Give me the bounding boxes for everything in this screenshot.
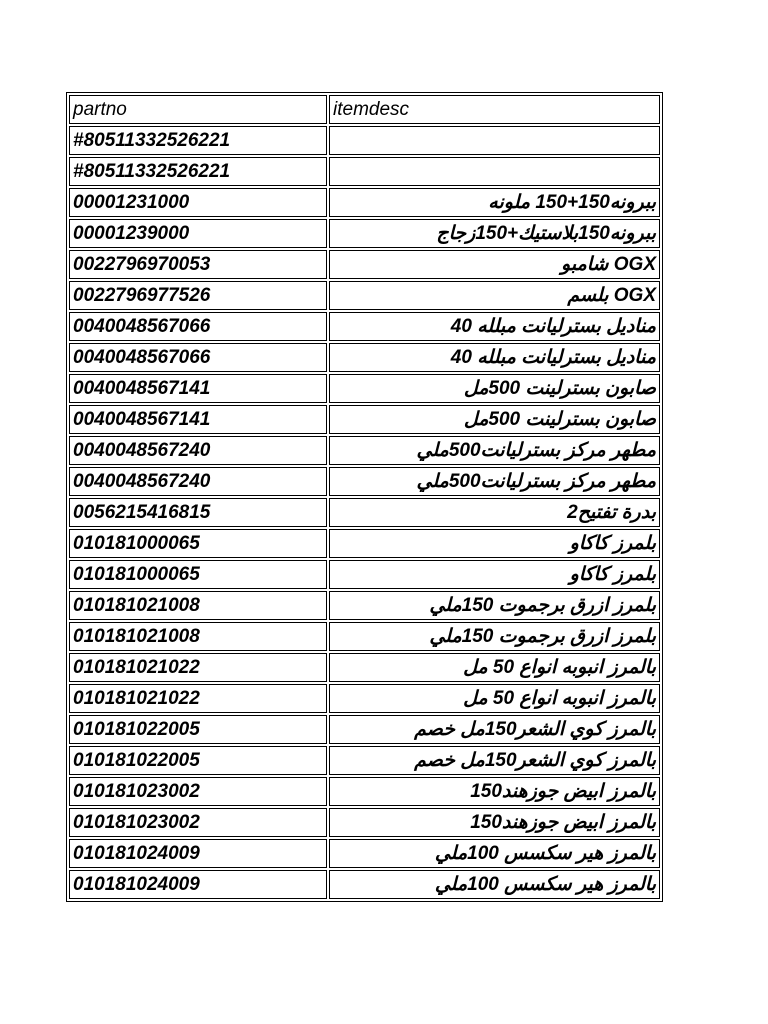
partno-cell[interactable]: 010181023002 [69,808,327,837]
itemdesc-cell[interactable]: مطهر مركز بسترليانت500ملي [329,436,660,465]
partno-cell[interactable]: 010181022005 [69,715,327,744]
partno-cell[interactable]: 010181023002 [69,777,327,806]
partno-cell[interactable]: 010181024009 [69,870,327,899]
itemdesc-cell[interactable]: بالمرز هير سكسس 100ملي [329,839,660,868]
itemdesc-cell[interactable]: مطهر مركز بسترليانت500ملي [329,467,660,496]
table-row [69,188,660,217]
partno-cell[interactable]: #80511332526221 [69,157,327,186]
itemdesc-cell[interactable]: بالمرز كوي الشعر150مل خصم [329,746,660,775]
table-row [69,777,660,806]
partno-cell[interactable]: 010181022005 [69,746,327,775]
table-row [69,715,660,744]
partno-cell[interactable]: 010181000065 [69,529,327,558]
itemdesc-cell[interactable]: ببرونه150بلاستيك+150زجاج [329,219,660,248]
partno-cell[interactable]: 010181000065 [69,560,327,589]
itemdesc-cell[interactable]: OGX شامبو [329,250,660,279]
itemdesc-cell[interactable] [329,126,660,155]
partno-cell[interactable]: 0040048567240 [69,436,327,465]
itemdesc-cell[interactable]: مناديل بسترليانت مبلله 40 [329,312,660,341]
partno-cell[interactable]: 010181024009 [69,839,327,868]
partno-cell[interactable]: 0040048567141 [69,405,327,434]
partno-cell[interactable]: 0022796977526 [69,281,327,310]
table-row [69,529,660,558]
table-row [69,684,660,713]
itemdesc-cell[interactable]: صابون بسترلينت 500مل [329,405,660,434]
table-row [69,560,660,589]
itemdesc-cell[interactable]: بلمرز كاكاو [329,529,660,558]
itemdesc-cell[interactable]: بدرة تفتيح2 [329,498,660,527]
partno-cell[interactable]: 0056215416815 [69,498,327,527]
table-row [69,374,660,403]
partno-cell[interactable]: 0040048567066 [69,343,327,372]
header-cell-itemdesc[interactable]: itemdesc [329,95,660,124]
table-row [69,467,660,496]
table-row [69,746,660,775]
itemdesc-cell[interactable]: بلمرز كاكاو [329,560,660,589]
itemdesc-cell[interactable]: بالمرز هير سكسس 100ملي [329,870,660,899]
itemdesc-cell[interactable]: OGX بلسم [329,281,660,310]
table-row [69,591,660,620]
table-row [69,498,660,527]
itemdesc-cell[interactable]: بالمرز ابيض جوزهند150 [329,777,660,806]
partno-cell[interactable]: 0040048567066 [69,312,327,341]
table-row [69,219,660,248]
table-body [69,95,660,899]
table-row [69,870,660,899]
table-row [69,653,660,682]
table-row [69,157,660,186]
itemdesc-cell[interactable]: بالمرز انبوبه انواع 50 مل [329,653,660,682]
partno-cell[interactable]: 010181021008 [69,591,327,620]
table-row [69,126,660,155]
itemdesc-cell[interactable]: بلمرز ازرق برجموت 150ملي [329,591,660,620]
itemdesc-cell[interactable]: بالمرز انبوبه انواع 50 مل [329,684,660,713]
partno-cell[interactable]: 010181021022 [69,653,327,682]
partno-cell[interactable]: 00001231000 [69,188,327,217]
partno-cell[interactable]: 0040048567240 [69,467,327,496]
table-row [69,312,660,341]
partno-cell[interactable]: 010181021008 [69,622,327,651]
partno-cell[interactable]: 0022796970053 [69,250,327,279]
table-row [69,436,660,465]
table-row [69,839,660,868]
partno-cell[interactable]: 010181021022 [69,684,327,713]
table-row [69,250,660,279]
header-row [69,95,660,124]
data-table [66,92,663,902]
spreadsheet-sheet [66,92,663,902]
itemdesc-cell[interactable]: بالمرز كوي الشعر150مل خصم [329,715,660,744]
itemdesc-cell[interactable]: ببرونه150+150 ملونه [329,188,660,217]
itemdesc-cell[interactable]: بالمرز ابيض جوزهند150 [329,808,660,837]
header-cell-partno[interactable]: partno [69,95,327,124]
itemdesc-cell[interactable] [329,157,660,186]
partno-cell[interactable]: 0040048567141 [69,374,327,403]
table-row [69,343,660,372]
partno-cell[interactable]: 00001239000 [69,219,327,248]
itemdesc-cell[interactable]: صابون بسترلينت 500مل [329,374,660,403]
table-row [69,808,660,837]
partno-cell[interactable]: #80511332526221 [69,126,327,155]
table-row [69,622,660,651]
itemdesc-cell[interactable]: بلمرز ازرق برجموت 150ملي [329,622,660,651]
itemdesc-cell[interactable]: مناديل بسترليانت مبلله 40 [329,343,660,372]
table-row [69,281,660,310]
table-row [69,405,660,434]
